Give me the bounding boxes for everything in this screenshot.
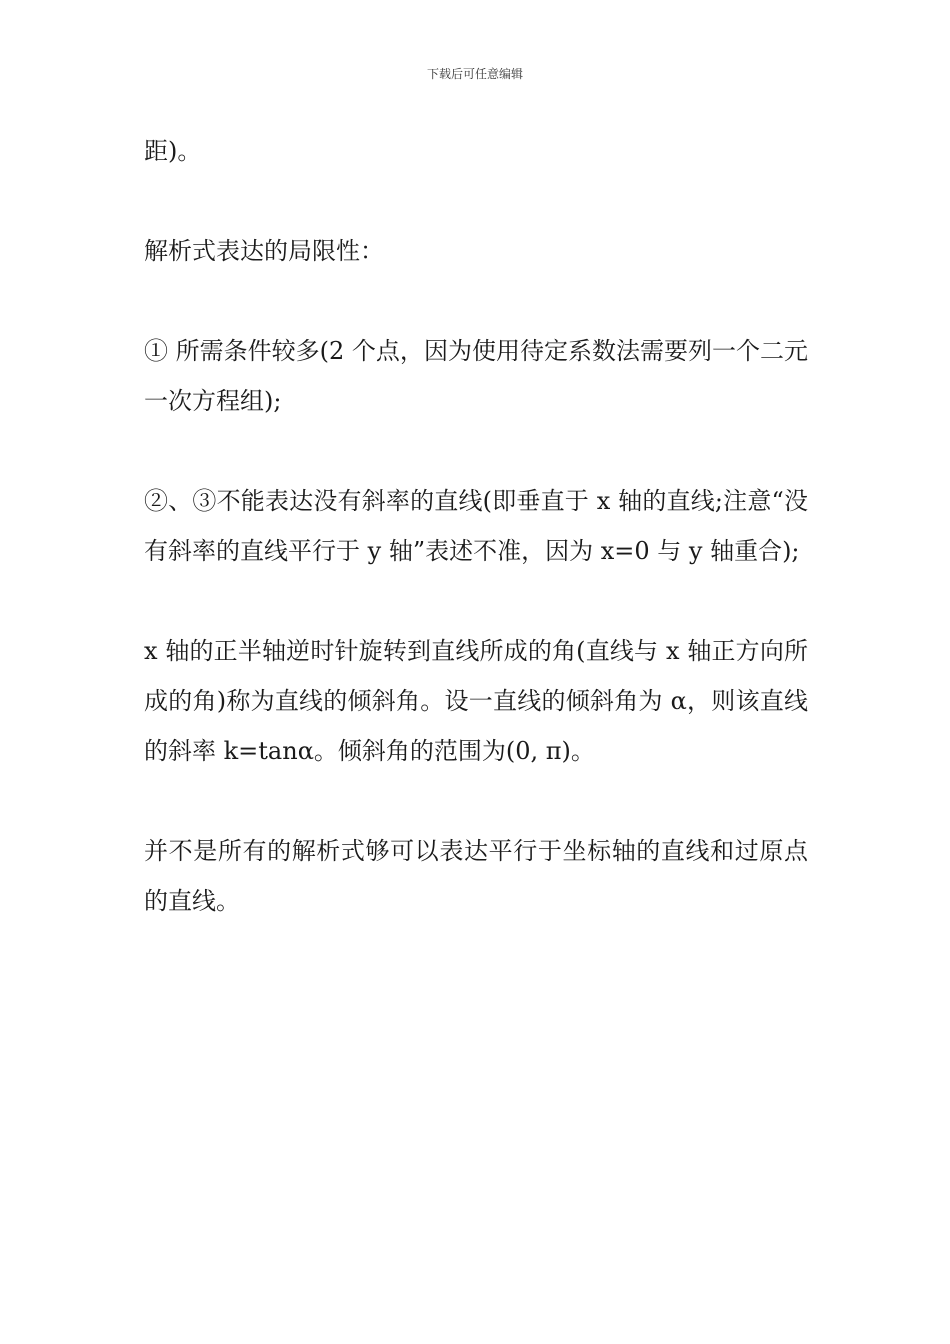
page-header: 下载后可任意编辑	[426, 67, 523, 81]
paragraph-continuation: 距)。	[144, 137, 202, 165]
paragraph-point-two-three: ②、③不能表达没有斜率的直线(即垂直于 x 轴的直线;注意“没有斜率的直线平行于 y 轴”表述不准，因为 x=0 与 y 轴重合);	[144, 487, 808, 565]
paragraph-limitations-heading: 解析式表达的局限性：	[144, 237, 384, 265]
document-body	[144, 126, 808, 926]
paragraph-point-one: ① 所需条件较多(2 个点，因为使用待定系数法需要列一个二元一次方程组);	[144, 337, 808, 415]
paragraph-inclination-angle: x 轴的正半轴逆时针旋转到直线所成的角(直线与 x 轴正方向所成的角)称为直线的倾斜角。设一直线的倾斜角为 α，则该直线的斜率 k=tanα。倾斜角的范围为(0, π)。	[144, 637, 808, 765]
paragraph-conclusion: 并不是所有的解析式够可以表达平行于坐标轴的直线和过原点的直线。	[144, 837, 808, 915]
